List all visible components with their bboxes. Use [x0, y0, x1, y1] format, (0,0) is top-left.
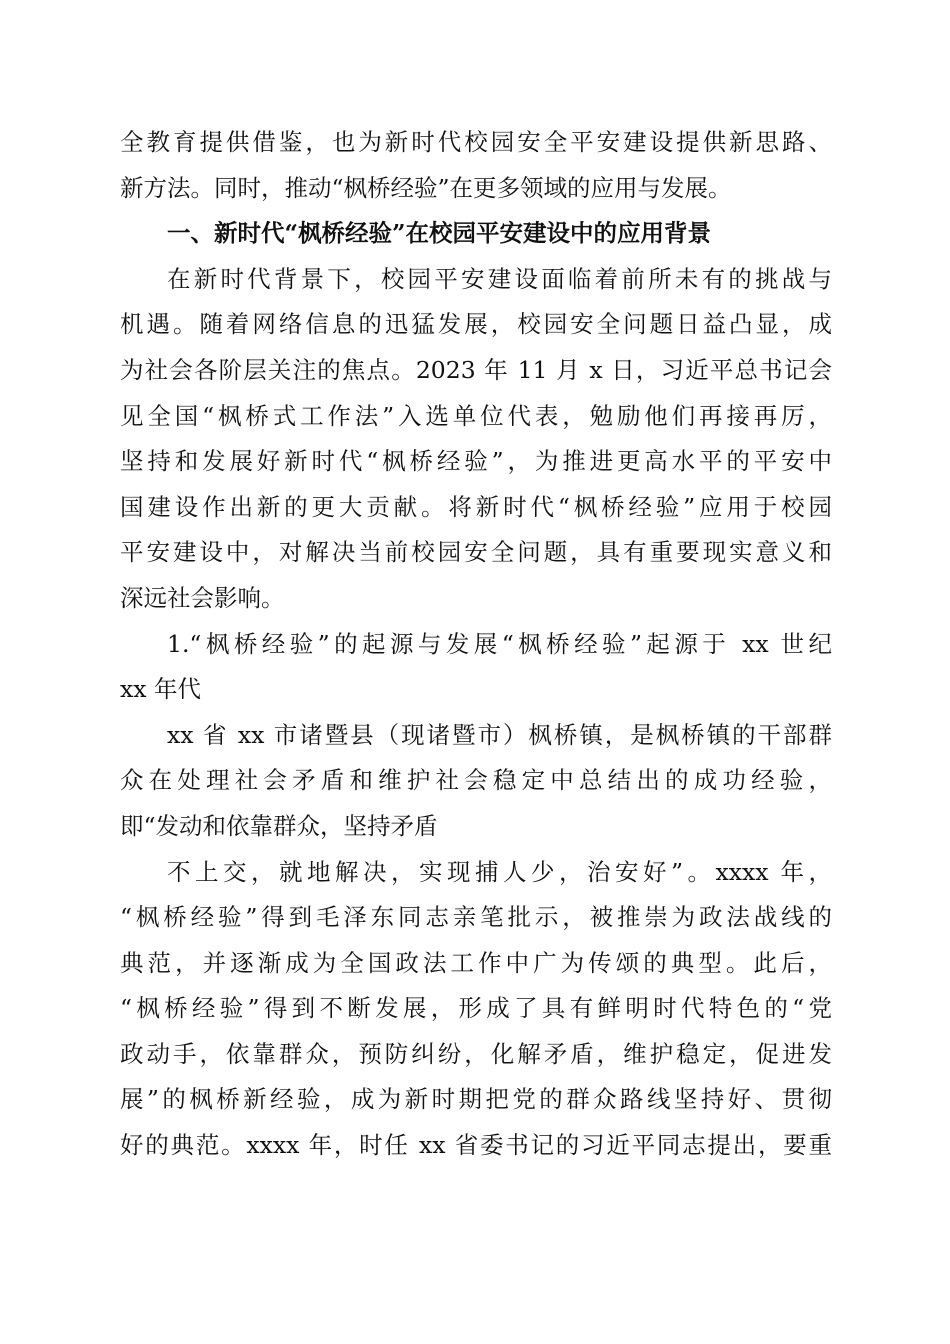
body-line: 坚持和发展好新时代“枫桥经验”，为推进更高水平的平安中 [120, 447, 832, 476]
body-line: 机遇。随着网络信息的迅猛发展，校园安全问题日益凸显，成 [120, 310, 832, 339]
body-line: “枫桥经验”得到不断发展，形成了具有鲜明时代特色的“党 [120, 994, 832, 1023]
body-line: 平安建设中，对解决当前校园安全问题，具有重要现实意义和 [120, 538, 832, 567]
body-line: 为社会各阶层关注的焦点。2023 年 11 月 x 日，习近平总书记会 [120, 355, 832, 384]
body-line: 众在处理社会矛盾和维护社会稳定中总结出的成功经验， [120, 766, 832, 795]
paragraph-first-line: 在新时代背景下，校园平安建设面临着前所未有的挑战与 [167, 264, 832, 293]
body-line: 见全国“枫桥式工作法”入选单位代表，勉励他们再接再厉， [120, 401, 832, 430]
document-body [120, 120, 832, 1169]
body-line: 全教育提供借鉴，也为新时代校园安全平安建设提供新思路、 [120, 128, 832, 156]
body-line: 新方法。同时，推动“枫桥经验”在更多领域的应用与发展。 [120, 173, 732, 202]
numbered-subheading: 1.“枫桥经验”的起源与发展“枫桥经验”起源于 xx 世纪 [167, 629, 832, 658]
body-line: 政动手，依靠群众，预防纠纷，化解矛盾，维护稳定，促进发 [120, 1039, 832, 1068]
section-heading: 一、新时代“枫桥经验”在校园平安建设中的应用背景 [167, 219, 712, 248]
body-line: 深远社会影响。 [120, 583, 285, 612]
body-line: xx 年代 [120, 675, 201, 704]
body-line: 好的典范。xxxx 年，时任 xx 省委书记的习近平同志提出，要重 [120, 1131, 832, 1160]
body-line: 展”的枫桥新经验，成为新时期把党的群众路线坚持好、贯彻 [120, 1085, 832, 1114]
paragraph-first-line: xx 省 xx 市诸暨县（现诸暨市）枫桥镇，是枫桥镇的干部群 [167, 720, 832, 749]
body-line: 国建设作出新的更大贡献。将新时代“枫桥经验”应用于校园 [120, 492, 832, 521]
body-line: “枫桥经验”得到毛泽东同志亲笔批示，被推崇为政法战线的 [120, 903, 832, 932]
body-line: 典范，并逐渐成为全国政法工作中广为传颂的典型。此后， [120, 948, 832, 977]
body-line: 即“发动和依靠群众，坚持矛盾 [120, 811, 438, 840]
paragraph-first-line: 不上交，就地解决，实现捕人少，治安好”。xxxx 年， [167, 857, 832, 886]
